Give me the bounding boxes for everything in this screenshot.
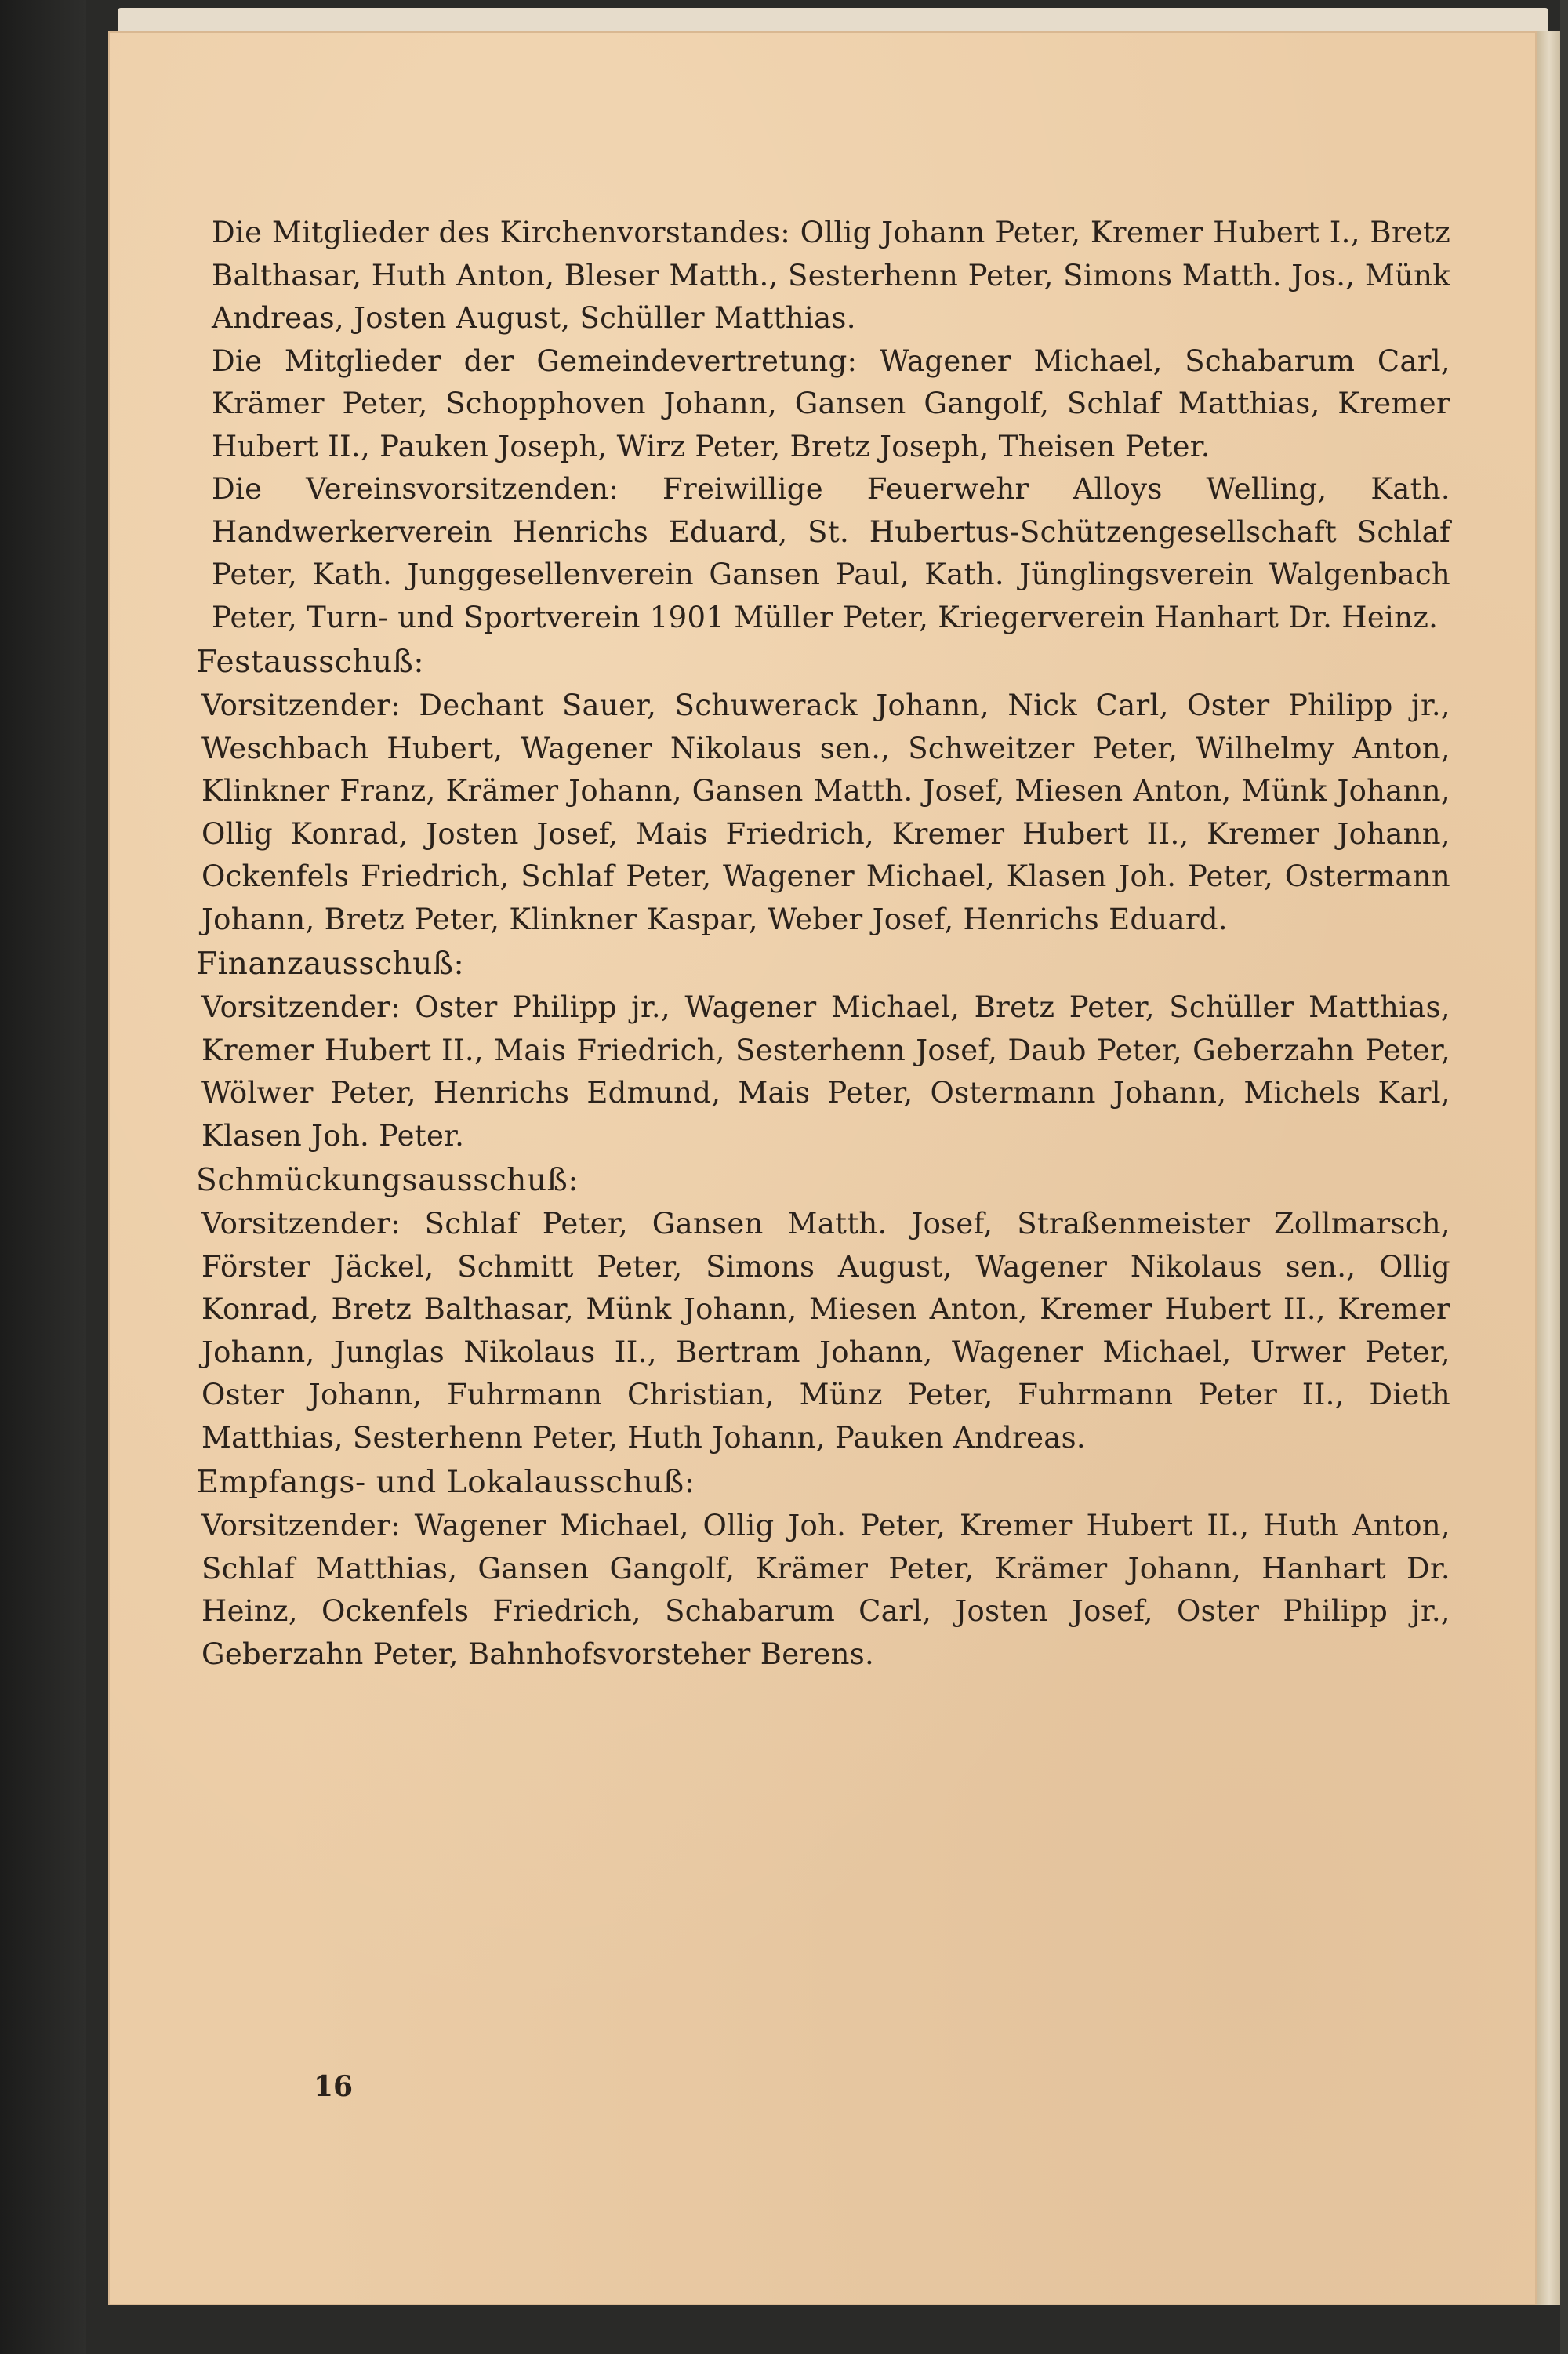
scan-background-right [1560,0,1568,2354]
committee-finance [98,943,1450,1157]
paragraph-club-chairmen: Die Vereinsvorsitzenden: Freiwillige Feuerwehr Alloys Welling, Kath. Handwerkerverein Henrichs Eduard, St. Hubertus-Schützengesellschaft Schlaf Peter, Kath. Junggesellenverein Gansen Paul, Kath. Jünglingsverein Walgenbach Peter, Turn- und Sportverein 1901 Müller Peter, Kriegerverein Hanhart Dr. Heinz. [212,472,1450,634]
committee-decoration [98,1159,1450,1459]
page-number: 16 [314,2070,354,2103]
paragraph-church-board: Die Mitglieder des Kirchenvorstandes: Ollig Johann Peter, Kremer Hubert I., Bretz Balthasar, Huth Anton, Bleser Matth., Sesterhenn Peter, Simons Matth. Jos., Münk Andreas, Josten August, Schüller Matthias. [212,216,1450,335]
page-content [196,212,1450,1676]
committee-title: Finanzausschuß: [196,946,465,982]
committee-members: Vorsitzender: Oster Philipp jr., Wagener Michael, Bretz Peter, Schüller Matthias, Kremer Hubert II., Mais Friedrich, Sesterhenn Josef, Daub Peter, Geberzahn Peter, Wölwer Peter, Henrichs Edmund, Mais Peter, Ostermann Johann, Michels Karl, Klasen Joh. Peter. [201,990,1450,1153]
committee-title: Schmückungsausschuß: [196,1163,579,1198]
scan-background-left [0,0,86,2354]
paragraph-municipal-council: Die Mitglieder der Gemeindevertretung: Wagener Michael, Schabarum Carl, Krämer Peter, Schopphoven Johann, Gansen Gangolf, Schlaf Matthias, Kremer Hubert II., Pauken Joseph, Wirz Peter, Bretz Joseph, Theisen Peter. [212,343,1450,463]
committee-reception [98,1461,1450,1676]
committee-members: Vorsitzender: Schlaf Peter, Gansen Matth. Josef, Straßenmeister Zollmarsch, Förster Jäckel, Schmitt Peter, Simons August, Wagener Nikolaus sen., Ollig Konrad, Bretz Balthasar, Münk Johann, Miesen Anton, Kremer Hubert II., Kremer Johann, Junglas Nikolaus II., Bertram Johann, Wagener Michael, Urwer Peter, Oster Johann, Fuhrmann Christian, Münz Peter, Fuhrmann Peter II., Dieth Matthias, Sesterhenn Peter, Huth Johann, Pauken Andreas. [201,1207,1450,1455]
committee-title: Empfangs- und Lokalausschuß: [196,1465,695,1500]
committee-members: Vorsitzender: Wagener Michael, Ollig Joh. Peter, Kremer Hubert II., Huth Anton, Schlaf Matthias, Gansen Gangolf, Krämer Peter, Krämer Johann, Hanhart Dr. Heinz, Ockenfels Friedrich, Schabarum Carl, Josten Josef, Oster Philipp jr., Geberzahn Peter, Bahnhofsvorsteher Berens. [201,1509,1450,1671]
committee-title: Festausschuß: [196,645,425,680]
committee-festival [98,641,1450,941]
committee-members: Vorsitzender: Dechant Sauer, Schuwerack Johann, Nick Carl, Oster Philipp jr., Weschbach Hubert, Wagener Nikolaus sen., Schweitzer Peter, Wilhelmy Anton, Klinkner Franz, Krämer Johann, Gansen Matth. Josef, Miesen Anton, Münk Johann, Ollig Konrad, Josten Josef, Mais Friedrich, Kremer Hubert II., Kremer Johann, Ockenfels Friedrich, Schlaf Peter, Wagener Michael, Klasen Joh. Peter, Ostermann Johann, Bretz Peter, Klinkner Kaspar, Weber Josef, Henrichs Eduard. [201,688,1450,936]
